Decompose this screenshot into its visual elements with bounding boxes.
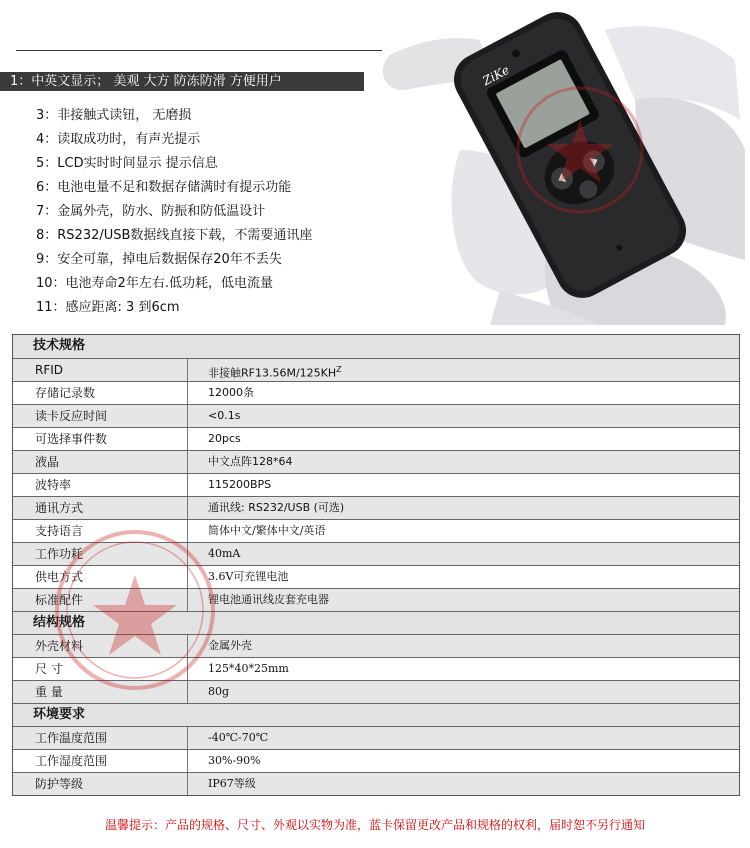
spec-label: RFID	[35, 363, 64, 377]
spec-label: 尺 寸	[35, 662, 63, 676]
spec-row	[13, 381, 739, 404]
feature-item: 11：感应距离: 3 到6cm	[36, 300, 180, 315]
spec-row	[13, 450, 739, 473]
spec-value	[187, 474, 739, 496]
spec-value-text: 12000条	[208, 386, 254, 399]
spec-value	[187, 681, 739, 703]
spec-label: 标准配件	[35, 593, 84, 607]
spec-value	[187, 635, 739, 657]
spec-row	[13, 657, 739, 680]
spec-row	[13, 519, 739, 542]
spec-row	[13, 726, 739, 749]
spec-value	[187, 359, 739, 381]
spec-value	[187, 405, 739, 427]
spec-row	[13, 358, 739, 381]
spec-label: 工作功耗	[35, 547, 84, 561]
spec-label: 波特率	[35, 478, 72, 492]
spec-row	[13, 588, 739, 611]
spec-label: 支持语言	[35, 524, 84, 538]
feature-item: 7：金属外壳，防水、防振和防低温设计	[36, 204, 266, 219]
spec-row	[13, 542, 739, 565]
spec-value	[187, 543, 739, 565]
spec-value-text: 30%-90%	[208, 754, 261, 767]
spec-row	[13, 404, 739, 427]
spec-value-text: 40mA	[208, 547, 241, 560]
feature-item: 4：读取成功时，有声光提示	[36, 132, 201, 147]
spec-label: 防护等级	[35, 777, 84, 791]
spec-value-text: -40℃-70℃	[208, 731, 269, 744]
spec-row	[13, 427, 739, 450]
feature-item: 3：非接触式读钮， 无磨损	[36, 108, 192, 123]
feature-item: 5：LCD实时时间显示 提示信息	[36, 156, 218, 171]
top-divider	[16, 50, 382, 51]
spec-value	[187, 520, 739, 542]
feature-item: 9：安全可靠，掉电后数据保存20年不丢失	[36, 252, 282, 267]
spec-value	[187, 566, 739, 588]
spec-label: 重 量	[35, 685, 63, 699]
spec-value	[187, 451, 739, 473]
spec-row	[13, 749, 739, 772]
spec-value-text: 通讯线: RS232/USB (可选)	[208, 501, 345, 514]
spec-row	[13, 634, 739, 657]
spec-label: 工作温度范围	[35, 731, 108, 745]
feature-banner: 1：中英文显示； 美观 大方 防冻防滑 方便用户	[0, 72, 364, 91]
feature-item: 6：电池电量不足和数据存储满时有提示功能	[36, 180, 292, 195]
product-photo	[380, 0, 750, 325]
spec-value	[187, 658, 739, 680]
spec-label: 外壳材料	[35, 639, 84, 653]
feature-list	[36, 104, 312, 320]
spec-section-header: 环境要求	[13, 703, 739, 726]
spec-section-header: 技术规格	[13, 335, 739, 358]
device-logo: ZiKe	[480, 62, 512, 89]
spec-value-text: 非接触RF13.56M/125KH	[208, 366, 337, 380]
spec-value	[187, 497, 739, 519]
spec-value	[187, 382, 739, 404]
spec-value-text: 简体中文/繁体中文/英语	[208, 524, 326, 537]
feature-item: 8：RS232/USB数据线直接下载，不需要通讯座	[36, 228, 313, 243]
spec-value-text: IP67等级	[208, 777, 256, 790]
spec-value-text: 115200BPS	[208, 478, 272, 491]
spec-label: 通讯方式	[35, 501, 84, 515]
spec-value-text: 锂电池通讯线皮套充电器	[208, 593, 329, 606]
spec-label: 读卡反应时间	[35, 409, 108, 423]
spec-row	[13, 496, 739, 519]
spec-label: 液晶	[35, 455, 60, 469]
spec-value	[187, 727, 739, 749]
disclaimer-note: 温馨提示：产品的规格、尺寸、外观以实物为准，蓝卡保留更改产品和规格的权利，届时恕不另行通知	[104, 818, 645, 832]
spec-value-text: 3.6V可充锂电池	[208, 570, 289, 583]
spec-value-text: 125*40*25mm	[208, 662, 289, 675]
spec-value	[187, 750, 739, 772]
spec-value-text: 20pcs	[208, 432, 241, 445]
spec-table	[12, 334, 740, 796]
spec-section-header: 结构规格	[13, 611, 739, 634]
feature-item: 10：电池寿命2年左右.低功耗，低电流量	[36, 276, 273, 291]
spec-value-text: 80g	[208, 685, 230, 698]
spec-row	[13, 680, 739, 703]
spec-label: 可选择事件数	[35, 432, 108, 446]
spec-label: 存储记录数	[35, 386, 96, 400]
spec-row	[13, 473, 739, 496]
spec-row	[13, 772, 739, 795]
unit-superscript: Z	[336, 365, 342, 374]
spec-row	[13, 565, 739, 588]
spec-value	[187, 773, 739, 795]
spec-label: 工作湿度范围	[35, 754, 108, 768]
spec-label: 供电方式	[35, 570, 84, 584]
spec-value-text: 金属外壳	[208, 639, 252, 652]
spec-value-text: 中文点阵128*64	[208, 455, 293, 468]
spec-value	[187, 589, 739, 611]
spec-value	[187, 428, 739, 450]
spec-value-text: <0.1s	[208, 409, 241, 422]
